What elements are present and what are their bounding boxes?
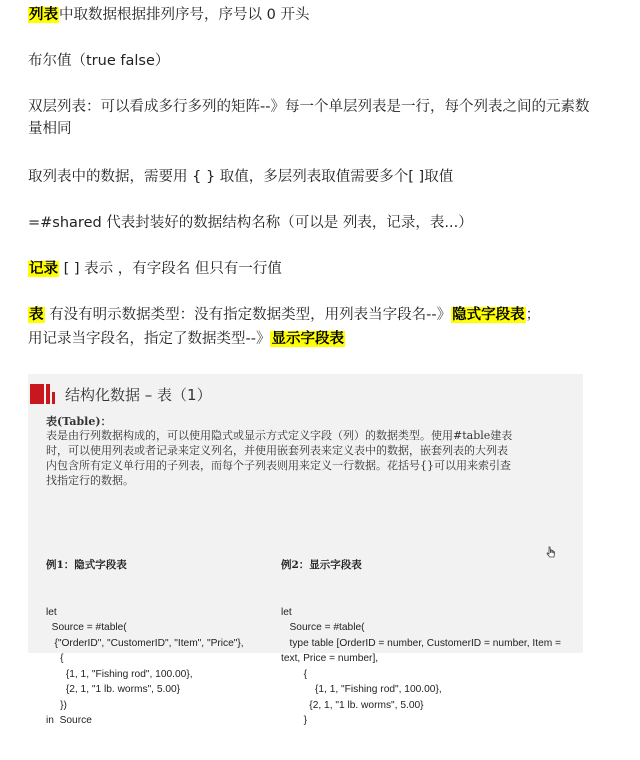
line-table <box>28 304 540 326</box>
line-text: [ ] 表示 ，有字段名 但只有一行值 <box>59 261 282 277</box>
line-list-access: 取列表中的数据，需要用 { } 取值，多层列表取值需要多个[ ]取值 <box>28 169 454 185</box>
line-text: 中取数据根据排列序号，序号以 0 开头 <box>59 7 310 23</box>
example-1 <box>46 527 244 760</box>
example-2 <box>281 527 561 760</box>
highlight-table: 表 <box>29 307 44 323</box>
slide-image <box>28 374 583 726</box>
line-double-list: 双层列表：可以看成多行多列的矩阵--》每一个单层列表是一行，每个列表之间的元素数量相同 <box>28 99 590 137</box>
line-boolean: 布尔值（true false） <box>28 53 170 69</box>
logo-icon <box>30 384 55 404</box>
line-table-2 <box>28 328 345 350</box>
slide-title: 结构化数据 – 表（1） <box>65 385 212 404</box>
cursor-icon <box>546 546 556 561</box>
example-1-code: let Source = #table( {"OrderID", "CustomerID", "Item", "Price"}, { {1, 1, "Fishing rod", 100.00}, {2, 1, "1 lb. worms", 5.00} }) in Source <box>46 606 244 726</box>
line-text: ； <box>525 307 541 323</box>
highlight-list: 列表 <box>29 7 58 23</box>
highlight-record: 记录 <box>29 261 58 277</box>
line-text: 有没有明示数据类型：没有指定数据类型，用列表当字段名--》 <box>44 307 452 323</box>
highlight-implicit-table: 隐式字段表 <box>452 307 525 323</box>
definition-body: 表是由行列数据构成的，可以使用隐式或显示方式定义字段（列）的数据类型。使用#table建表时，可以使用列表或者记录来定义列名，并使用嵌套列表来定义表中的数据，嵌套列表的大列表内包含所有定义单行用的子列表，而每个子列表则用来定义一行数据。花括号{}可以用来索引查找指定行的数据。 <box>46 429 513 487</box>
example-2-code: let Source = #table( type table [OrderID = number, CustomerID = number, Item = text, Price = number], { {1, 1, "Fishing rod", 100.00}, {2, 1, "1 lb. worms", 5.00} } <box>281 606 561 726</box>
line-record <box>28 258 282 280</box>
line-list-index <box>28 4 309 26</box>
example-1-title: 例1：隐式字段表 <box>46 559 127 571</box>
line-shared: =#shared 代表封装好的数据结构名称（可以是 列表，记录，表...） <box>28 215 473 231</box>
example-2-title: 例2：显示字段表 <box>281 559 362 571</box>
slide-header <box>28 382 212 406</box>
highlight-explicit-table: 显示字段表 <box>271 331 344 347</box>
definition-title: 表(Table)： <box>46 415 112 428</box>
line-text: 用记录当字段名，指定了数据类型--》 <box>28 331 271 347</box>
